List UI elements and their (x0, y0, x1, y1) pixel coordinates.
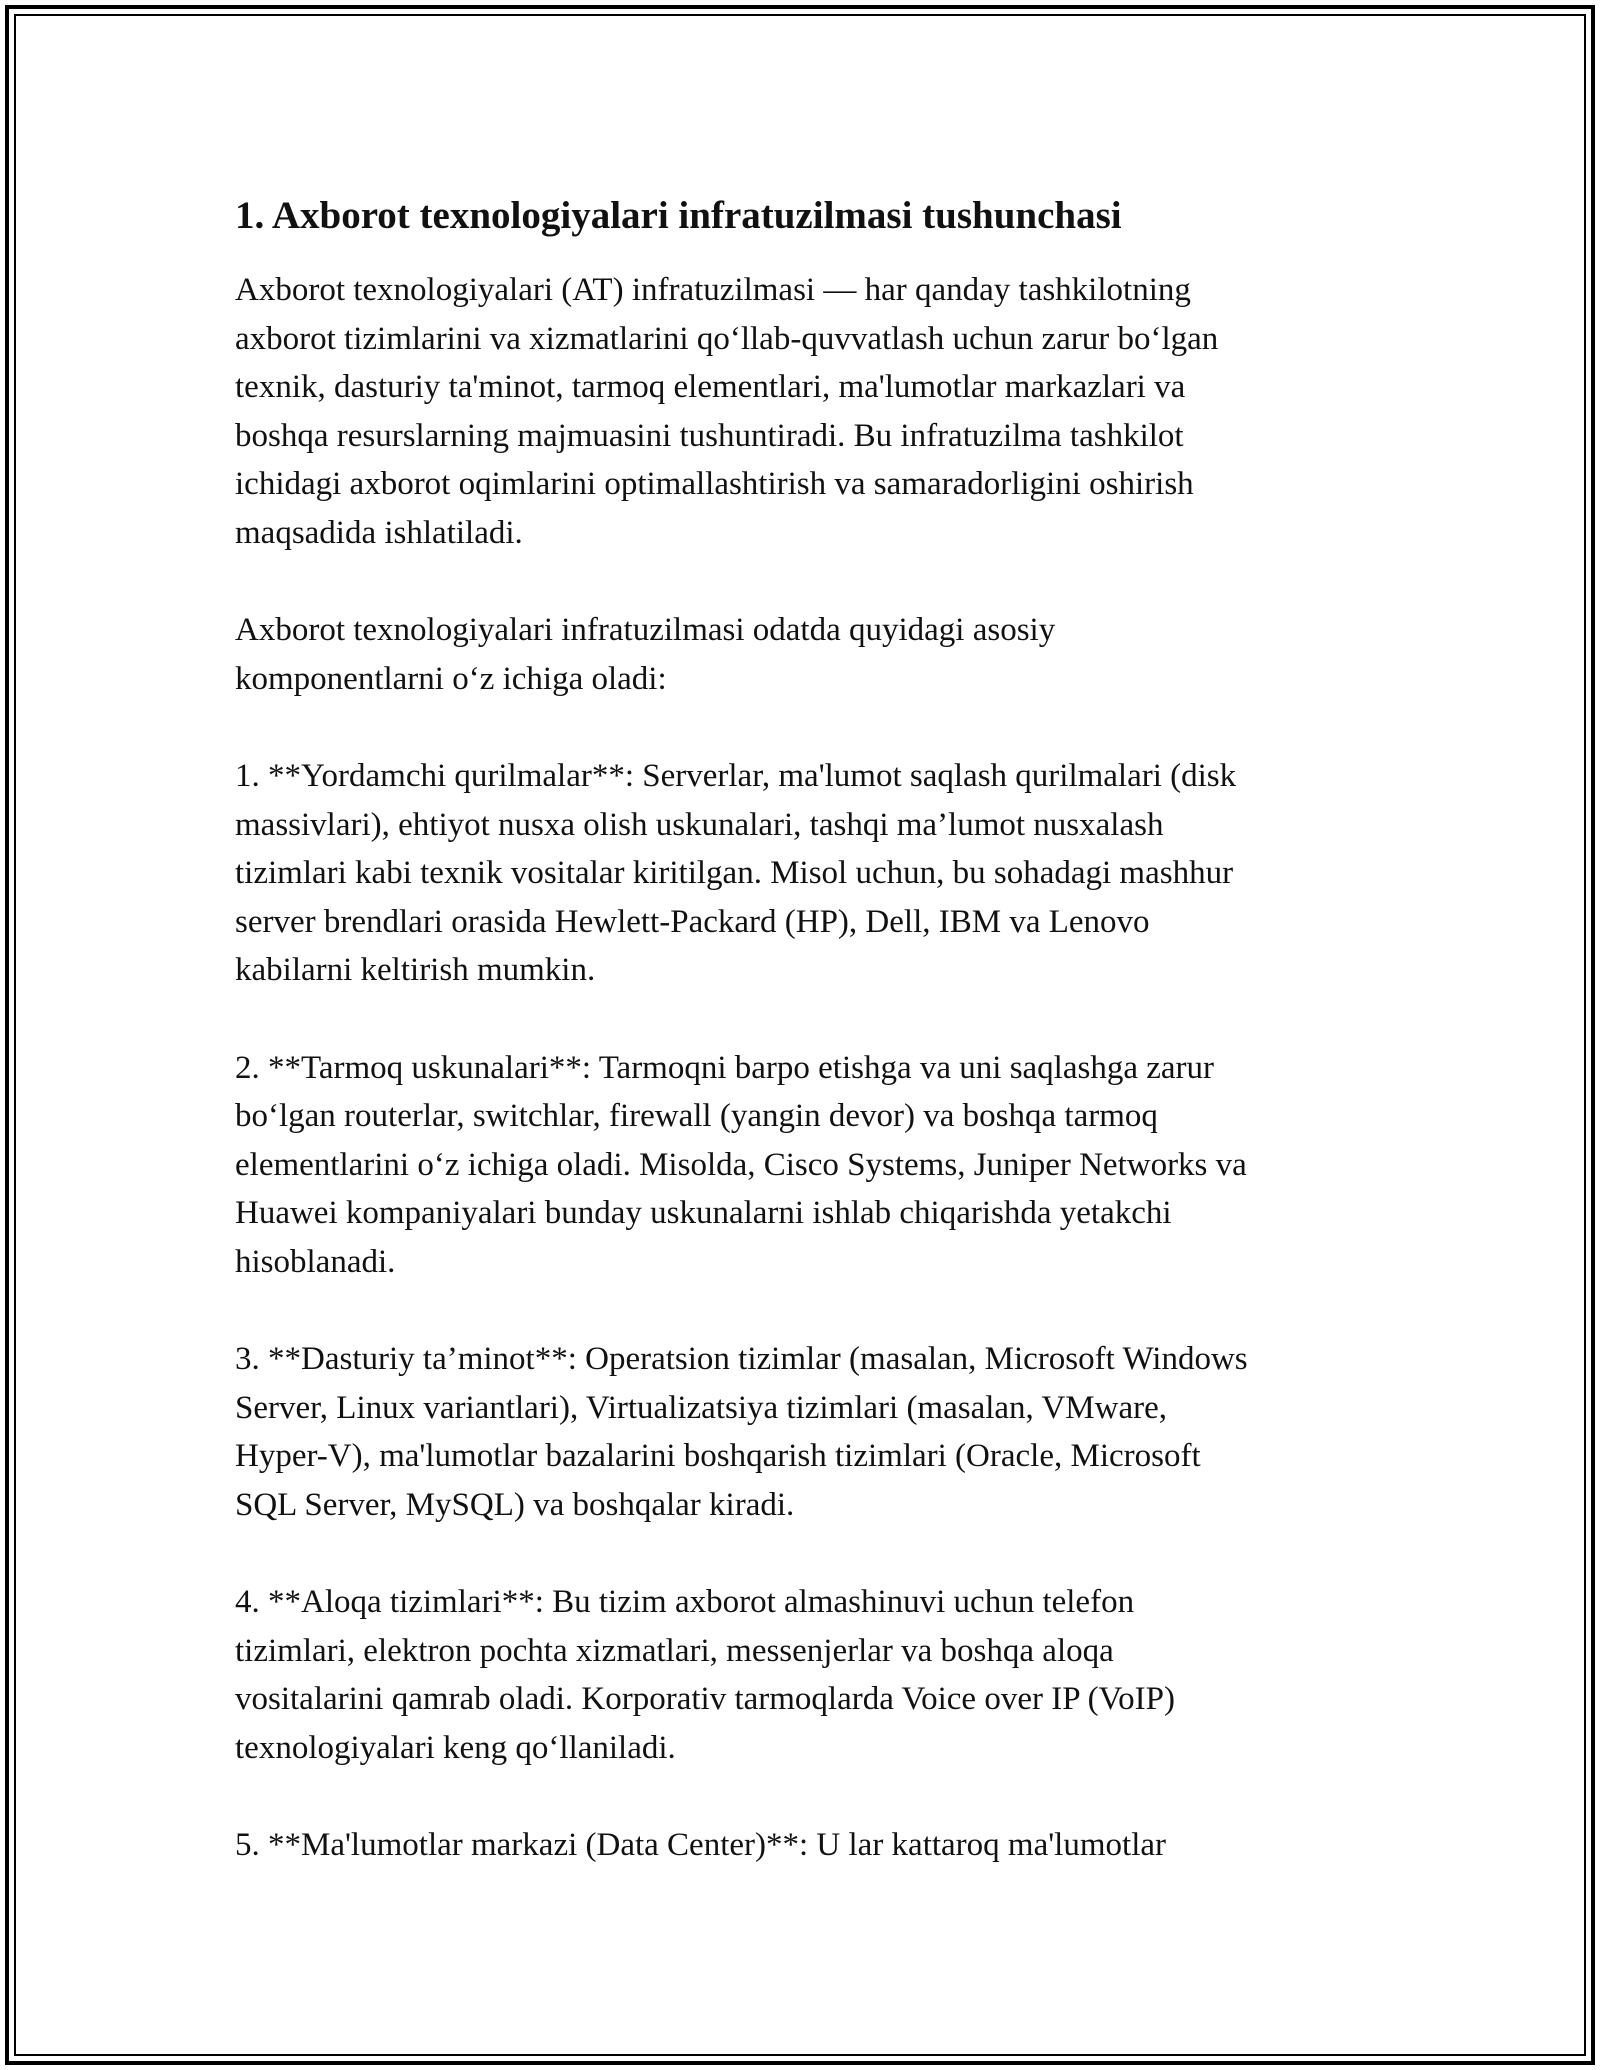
list-item-network-equipment: 2. **Tarmoq uskunalari**: Tarmoqni barpo etishga va uni saqlashga zarur bo‘lgan routerlar, switchlar, firewall (yangin devor) va boshqa tarmoq elementlarini o‘z ichiga oladi. Misolda, Cisco Systems, Juniper Networks va Huawei kompaniyalari bunday uskunalarni ishlab chiqarishda yetakchi hisoblanadi. (235, 1049, 1247, 1280)
list-item-data-center: 5. **Ma'lumotlar markazi (Data Center)**: U lar kattaroq ma'lumotlar (235, 1827, 1166, 1863)
list-item-software: 3. **Dasturiy ta’minot**: Operatsion tizimlar (masalan, Microsoft Windows Server, Linux variantlari), Virtualizatsiya tizimlari (masalan, VMware, Hyper-V), ma'lumotlar bazalarini boshqarish tizimlari (Oracle, Microsoft SQL Server, MySQL) va boshqalar kiradi. (235, 1341, 1248, 1523)
list-item-hardware: 1. **Yordamchi qurilmalar**: Serverlar, ma'lumot saqlash qurilmalari (disk massivlari), ehtiyot nusxa olish uskunalari, tashqi ma’lumot nusxalash tizimlari kabi texnik vositalar kiritilgan. Misol uchun, bu sohadagi mashhur server brendlari orasida Hewlett-Packard (HP), Dell, IBM va Lenovo kabilarni keltirish mumkin. (235, 757, 1237, 989)
list-item-communication-systems: 4. **Aloqa tizimlari**: Bu tizim axborot almashinuvi uchun telefon tizimlari, elektron pochta xizmatlari, messenjerlar va boshqa aloqa vositalarini qamrab oladi. Korporativ tarmoqlarda Voice over IP (VoIP) texnologiyalari keng qo‘llaniladi. (235, 1584, 1175, 1766)
section-heading: 1. Axborot texnologiyalari infratuzilmasi tushunchasi (235, 194, 1122, 237)
intro-paragraph: Axborot texnologiyalari (AT) infratuzilmasi — har qanday tashkilotning axborot tizimlarini va xizmatlarini qo‘llab-quvvatlash uchun zarur bo‘lgan texnik, dasturiy ta'minot, tarmoq elementlari, ma'lumotlar markazlari va boshqa resurslarning majmuasini tushuntiradi. Bu infratuzilma tashkilot ichidagi axborot oqimlarini optimallashtirish va samaradorligini oshirish maqsadida ishlatiladi. (235, 272, 1219, 551)
components-intro-paragraph: Axborot texnologiyalari infratuzilmasi odatda quyidagi asosiy komponentlarni o‘z ichiga oladi: (235, 612, 1056, 697)
document-body (235, 188, 1365, 1870)
